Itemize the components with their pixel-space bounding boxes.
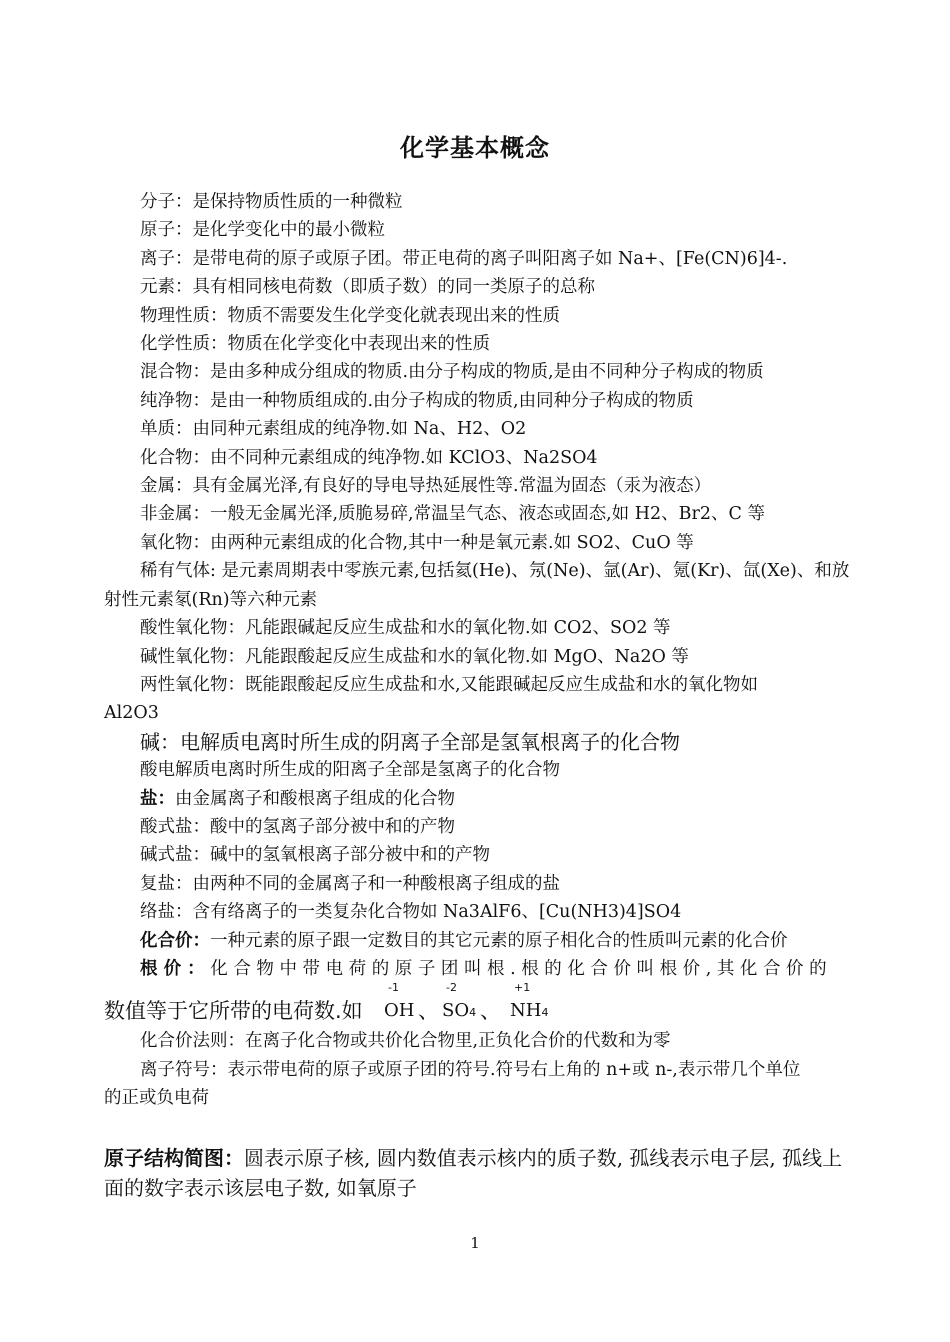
definition-chemical-property: 化学性质：物质在化学变化中表现出来的性质 bbox=[140, 334, 490, 355]
ion-separator-2: 、 bbox=[480, 999, 501, 1024]
definition-amphoteric-oxide-cont: Al2O3 bbox=[104, 703, 159, 724]
definition-atom: 原子：是化学变化中的最小微粒 bbox=[140, 220, 385, 241]
page-number: 1 bbox=[470, 1234, 480, 1252]
definition-salt bbox=[104, 785, 848, 813]
salt-text: 由金属离子和酸根离子组成的化合物 bbox=[175, 788, 455, 809]
paragraph-gap bbox=[104, 1113, 848, 1143]
definition-oxide: 氧化物：由两种元素组成的化合物,其中一种是氧元素.如 SO2、CuO 等 bbox=[140, 532, 694, 553]
definition-pure-substance: 纯净物：是由一种物质组成的.由分子构成的物质,由同种分子构成的物质 bbox=[140, 390, 694, 411]
ion-sulfate-symbol: SO bbox=[442, 1000, 470, 1022]
definition-element: 元素：具有相同核电荷数（即质子数）的同一类原子的总称 bbox=[140, 277, 595, 298]
definition-noble-gas: 稀有气体: 是元素周期表中零族元素,包括氦(He)、氖(Ne)、氩(Ar)、氪(Kr)、氙(Xe)、和放 bbox=[140, 561, 850, 582]
radical-valence-label: 根 价 ： bbox=[140, 958, 205, 979]
definition-ion-symbol: 离子符号：表示带电荷的原子或原子团的符号.符号右上角的 n+或 n-,表示带几个单位 bbox=[140, 1059, 801, 1080]
definition-ion-symbol-cont: 的正或负电荷 bbox=[104, 1088, 209, 1109]
valence-label: 化合价： bbox=[140, 930, 210, 951]
definition-physical-property: 物理性质：物质不需要发生化学变化就表现出来的性质 bbox=[140, 305, 560, 326]
definition-molecule: 分子：是保持物质性质的一种微粒 bbox=[140, 192, 403, 212]
ion-sulfate-subscript: 4 bbox=[469, 1006, 477, 1020]
ion-separator-1: 、 bbox=[418, 999, 439, 1024]
ion-ammonium-charge: +1 bbox=[514, 981, 531, 995]
definition-mixture: 混合物：是由多种成分组成的物质.由分子构成的物质,是由不同种分子构成的物质 bbox=[140, 362, 764, 383]
definition-simple-substance: 单质：由同种元素组成的纯净物.如 Na、H2、O2 bbox=[140, 419, 527, 440]
page-title: 化学基本概念 bbox=[400, 134, 550, 162]
definition-acid-salt: 酸式盐：酸中的氢离子部分被中和的产物 bbox=[140, 816, 455, 837]
ion-sulfate bbox=[442, 981, 477, 1022]
ion-ammonium-symbol: NH bbox=[510, 1000, 542, 1022]
definition-ion: 离子：是带电荷的原子或原子团。带正电荷的离子叫阳离子如 Na+、[Fe(CN)6]4-. bbox=[140, 248, 788, 269]
atomic-structure-text: 圆表示原子核, 圆内数值表示核内的质子数, 孤线表示电子层, 孤线上面的数字表示该层电子数, 如氧原子 bbox=[104, 1145, 843, 1200]
ion-hydroxide bbox=[384, 981, 415, 1022]
definition-noble-gas-cont: 射性元素氡(Rn)等六种元素 bbox=[104, 589, 318, 610]
atomic-structure-label: 原子结构简图： bbox=[104, 1145, 244, 1170]
radical-valence-cont: 数值等于它所带的电荷数.如 bbox=[104, 999, 363, 1024]
definition-radical-valence bbox=[104, 955, 848, 983]
definition-basic-salt: 碱式盐：碱中的氢氧根离子部分被中和的产物 bbox=[140, 845, 490, 866]
document-body bbox=[104, 188, 848, 1203]
definition-double-salt: 复盐：由两种不同的金属离子和一种酸根离子组成的盐 bbox=[140, 873, 560, 894]
ion-ammonium-subscript: 4 bbox=[541, 1006, 549, 1020]
definition-amphoteric-oxide: 两性氧化物：既能跟酸起反应生成盐和水,又能跟碱起反应生成盐和水的氧化物如 bbox=[140, 674, 759, 695]
definition-base: 碱：电解质电离时所生成的阴离子全部是氢氧根离子的化合物 bbox=[140, 729, 680, 754]
definition-basic-oxide: 碱性氧化物：凡能跟酸起反应生成盐和水的氧化物.如 MgO、Na2O 等 bbox=[140, 646, 689, 667]
salt-label: 盐： bbox=[140, 788, 175, 809]
definition-nonmetal: 非金属：一般无金属光泽,质脆易碎,常温呈气态、液态或固态,如 H2、Br2、C 等 bbox=[140, 504, 765, 525]
ion-sulfate-charge: -2 bbox=[446, 981, 457, 995]
ion-hydroxide-charge: -1 bbox=[388, 981, 399, 995]
definition-compound: 化合物：由不同种元素组成的纯净物.如 KClO3、Na2SO4 bbox=[140, 447, 598, 468]
definition-complex-salt: 络盐：含有络离子的一类复杂化合物如 Na3AlF6、[Cu(NH3)4]SO4 bbox=[140, 902, 682, 923]
definition-acid: 酸电解质电离时所生成的阳离子全部是氢离子的化合物 bbox=[140, 760, 560, 781]
definition-atomic-structure bbox=[60, 1143, 848, 1203]
radical-valence-text: 化 合 物 中 带 电 荷 的 原 子 团 叫 根 . 根 的 化 合 价 叫 根 价 , 其 化 合 价 的 bbox=[210, 958, 827, 979]
definition-acidic-oxide: 酸性氧化物：凡能跟碱起反应生成盐和水的氧化物.如 CO2、SO2 等 bbox=[140, 618, 671, 639]
definition-metal: 金属：具有金属光泽,有良好的导电导热延展性等.常温为固态（汞为液态） bbox=[140, 476, 712, 497]
valence-rule: 化合价法则：在离子化合物或共价化合物里,正负化合价的代数和为零 bbox=[140, 1031, 671, 1052]
ion-hydroxide-symbol: OH bbox=[384, 1000, 415, 1022]
definition-valence bbox=[104, 927, 848, 955]
radical-valence-formula-line bbox=[104, 983, 848, 1025]
ion-ammonium bbox=[510, 981, 549, 1022]
valence-text: 一种元素的原子跟一定数目的其它元素的原子相化合的性质叫元素的化合价 bbox=[210, 930, 788, 951]
